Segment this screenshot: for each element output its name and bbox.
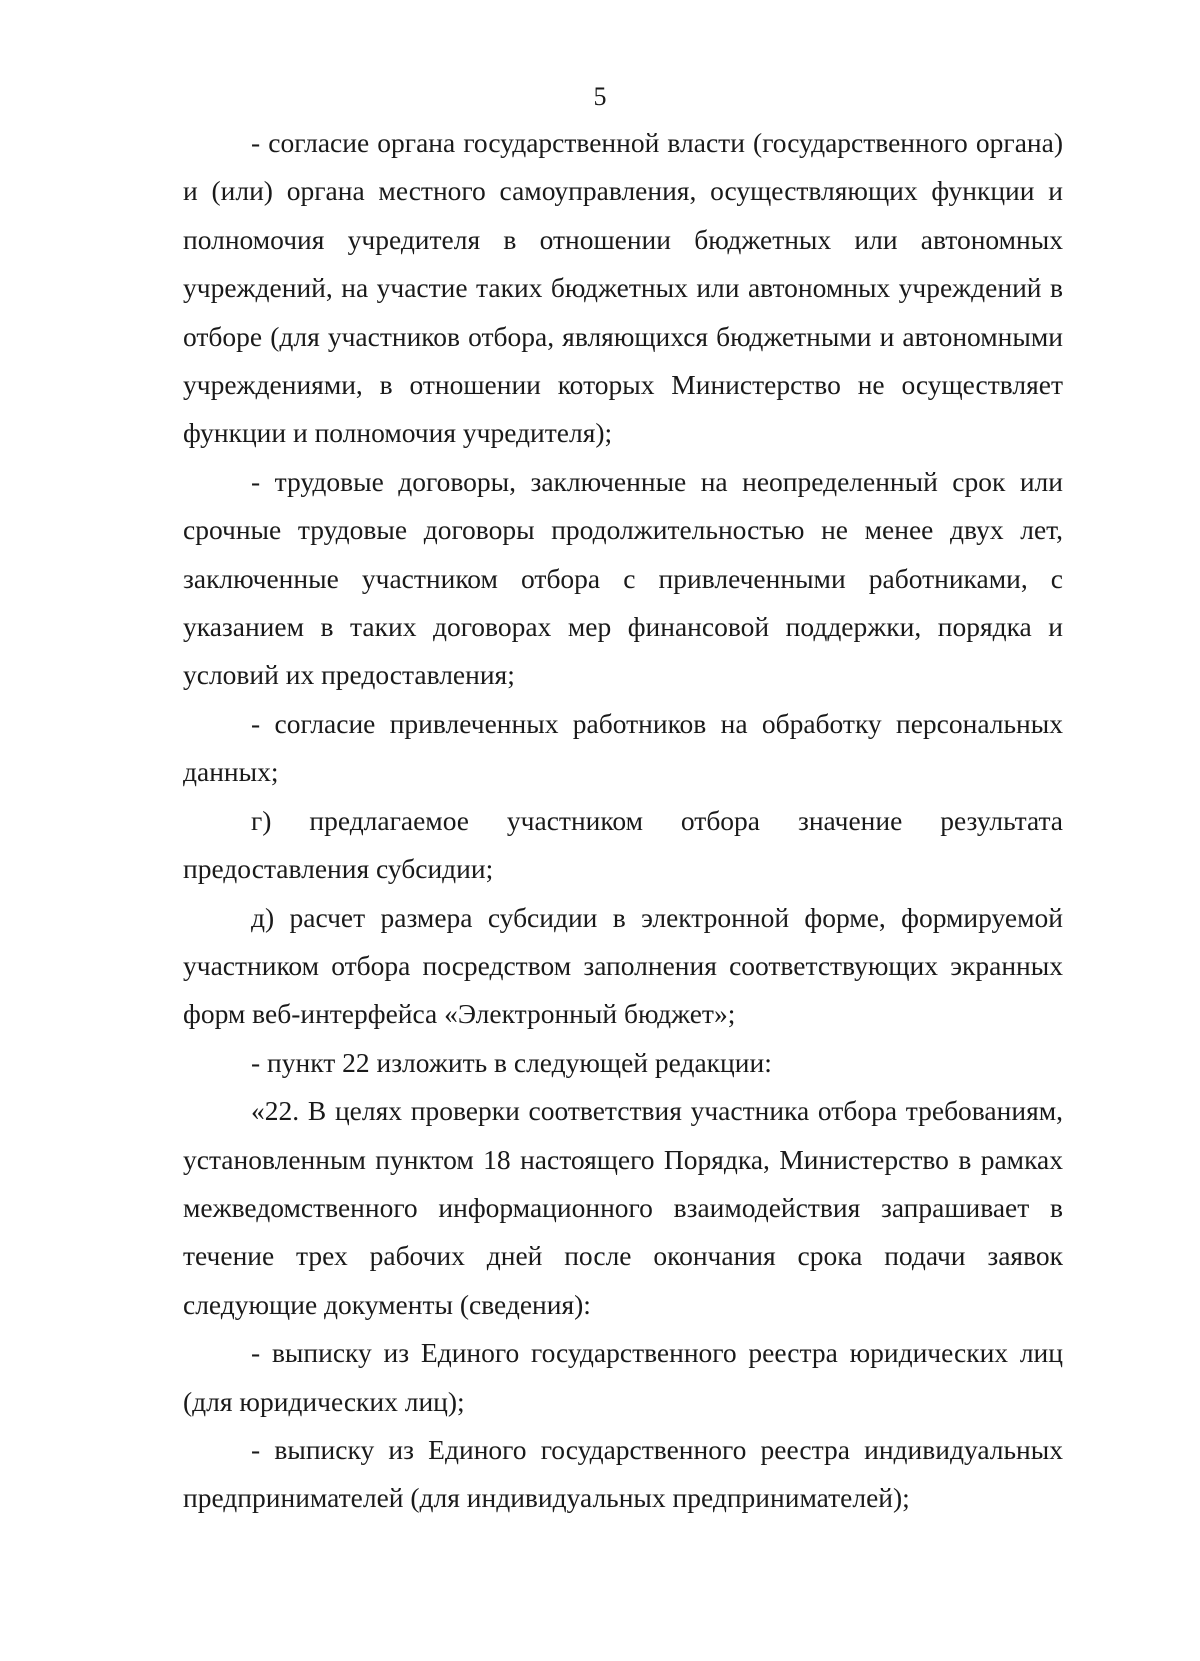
page-number: 5 bbox=[593, 82, 607, 111]
paragraph-employment-contracts: - трудовые договоры, заключенные на неопределенный срок или срочные трудовые договоры продолжительностью не менее двух лет, заключенные участником отбора с привлеченными работниками, с указанием в таких договорах мер финансовой поддержки, порядка и условий их предоставления; bbox=[183, 465, 1063, 691]
paragraph-extract-entrepreneurs: - выписку из Единого государственного реестра индивидуальных предпринимателей (для индивидуальных предпринимателей); bbox=[183, 1433, 1063, 1514]
paragraph-item-g: г) предлагаемое участником отбора значение результата предоставления субсидии; bbox=[183, 804, 1063, 885]
paragraph-consent-authority: - согласие органа государственной власти (государственного органа) и (или) органа местного самоуправления, осуществляющих функции и полномочия учредителя в отношении бюджетных или автономных учреждений, на участие таких бюджетных или автономных учреждений в отборе (для участников отбора, являющихся бюджетными и автономными учреждениями, в отношении которых Министерство не осуществляет функции и полномочия учредителя); bbox=[183, 127, 1063, 449]
paragraph-clause-22: «22. В целях проверки соответствия участника отбора требованиям, установленным пунктом 18 настоящего Порядка, Министерство в рамках межведомственного информационного взаимодействия запрашивает в течение трех рабочих дней после окончания срока подачи заявок следующие документы (сведения): bbox=[183, 1095, 1063, 1320]
paragraph-extract-legal-entities: - выписку из Единого государственного реестра юридических лиц (для юридических лиц); bbox=[183, 1337, 1063, 1417]
paragraph-clause-22-intro: - пункт 22 изложить в следующей редакции: bbox=[251, 1046, 772, 1078]
document-body bbox=[183, 119, 1063, 1523]
paragraph-consent-personal-data: - согласие привлеченных работников на обработку персональных данных; bbox=[183, 707, 1063, 788]
paragraph-item-d: д) расчет размера субсидии в электронной форме, формируемой участником отбора посредством заполнения соответствующих экранных форм веб-интерфейса «Электронный бюджет»; bbox=[183, 901, 1063, 1030]
